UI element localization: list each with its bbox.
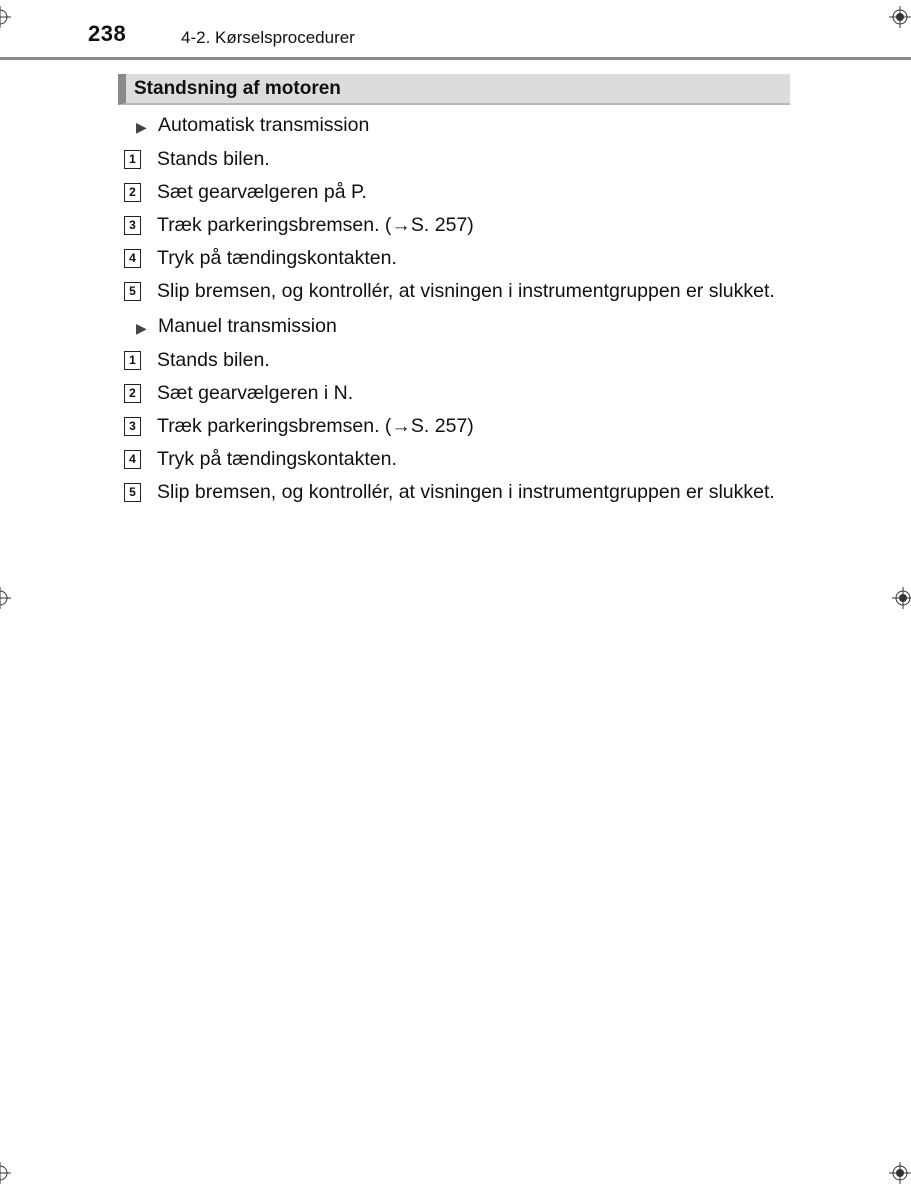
section-heading <box>118 74 790 105</box>
step-text: Stands bilen. <box>157 148 270 170</box>
step-item <box>124 446 786 473</box>
step-text: Træk parkeringsbremsen. (→S. 257) <box>157 415 474 437</box>
step-number-box: 2 <box>124 384 141 403</box>
step-item <box>124 245 786 272</box>
step-number-box: 1 <box>124 150 141 169</box>
step-item <box>124 179 786 206</box>
header-rule <box>0 57 911 60</box>
step-text: Tryk på tændingskontakten. <box>157 247 397 269</box>
section-title: Standsning af motoren <box>134 78 341 99</box>
step-item <box>124 146 786 173</box>
step-text: Tryk på tændingskontakten. <box>157 448 397 470</box>
registration-mark-mid-right <box>892 587 911 609</box>
subheading-label: Automatisk transmission <box>158 114 370 136</box>
step-number-box: 2 <box>124 183 141 202</box>
step-item <box>124 278 786 305</box>
step-number-box: 4 <box>124 249 141 268</box>
step-item <box>124 380 786 407</box>
page-header <box>0 0 911 60</box>
step-text: Træk parkeringsbremsen. (→S. 257) <box>157 214 474 236</box>
step-item <box>124 479 786 506</box>
registration-mark-bottom-left <box>0 1162 11 1184</box>
triangle-bullet-icon: ▶ <box>136 119 147 135</box>
step-number-box: 3 <box>124 417 141 436</box>
triangle-bullet-icon: ▶ <box>136 320 147 336</box>
step-number-box: 3 <box>124 216 141 235</box>
step-number-box: 5 <box>124 282 141 301</box>
step-number-box: 1 <box>124 351 141 370</box>
step-item <box>124 413 786 440</box>
step-item <box>124 347 786 374</box>
step-text: Stands bilen. <box>157 349 270 371</box>
chapter-title: 4-2. Kørselsprocedurer <box>181 28 355 47</box>
registration-mark-mid-left <box>0 587 11 609</box>
subheading-label: Manuel transmission <box>158 315 337 337</box>
step-number-box: 4 <box>124 450 141 469</box>
step-text: Sæt gearvælgeren i N. <box>157 382 354 404</box>
page-number: 238 <box>88 21 127 46</box>
step-item <box>124 212 786 239</box>
step-number-box: 5 <box>124 483 141 502</box>
subheading-automatic <box>124 112 786 146</box>
procedure-content <box>124 112 786 512</box>
registration-mark-bottom-right <box>889 1162 911 1184</box>
step-text: Sæt gearvælgeren på P. <box>157 181 367 203</box>
subheading-manual <box>124 313 786 347</box>
step-text: Slip bremsen, og kontrollér, at visningen i instrumentgruppen er slukket. <box>157 280 775 302</box>
step-text: Slip bremsen, og kontrollér, at visningen i instrumentgruppen er slukket. <box>157 481 775 503</box>
